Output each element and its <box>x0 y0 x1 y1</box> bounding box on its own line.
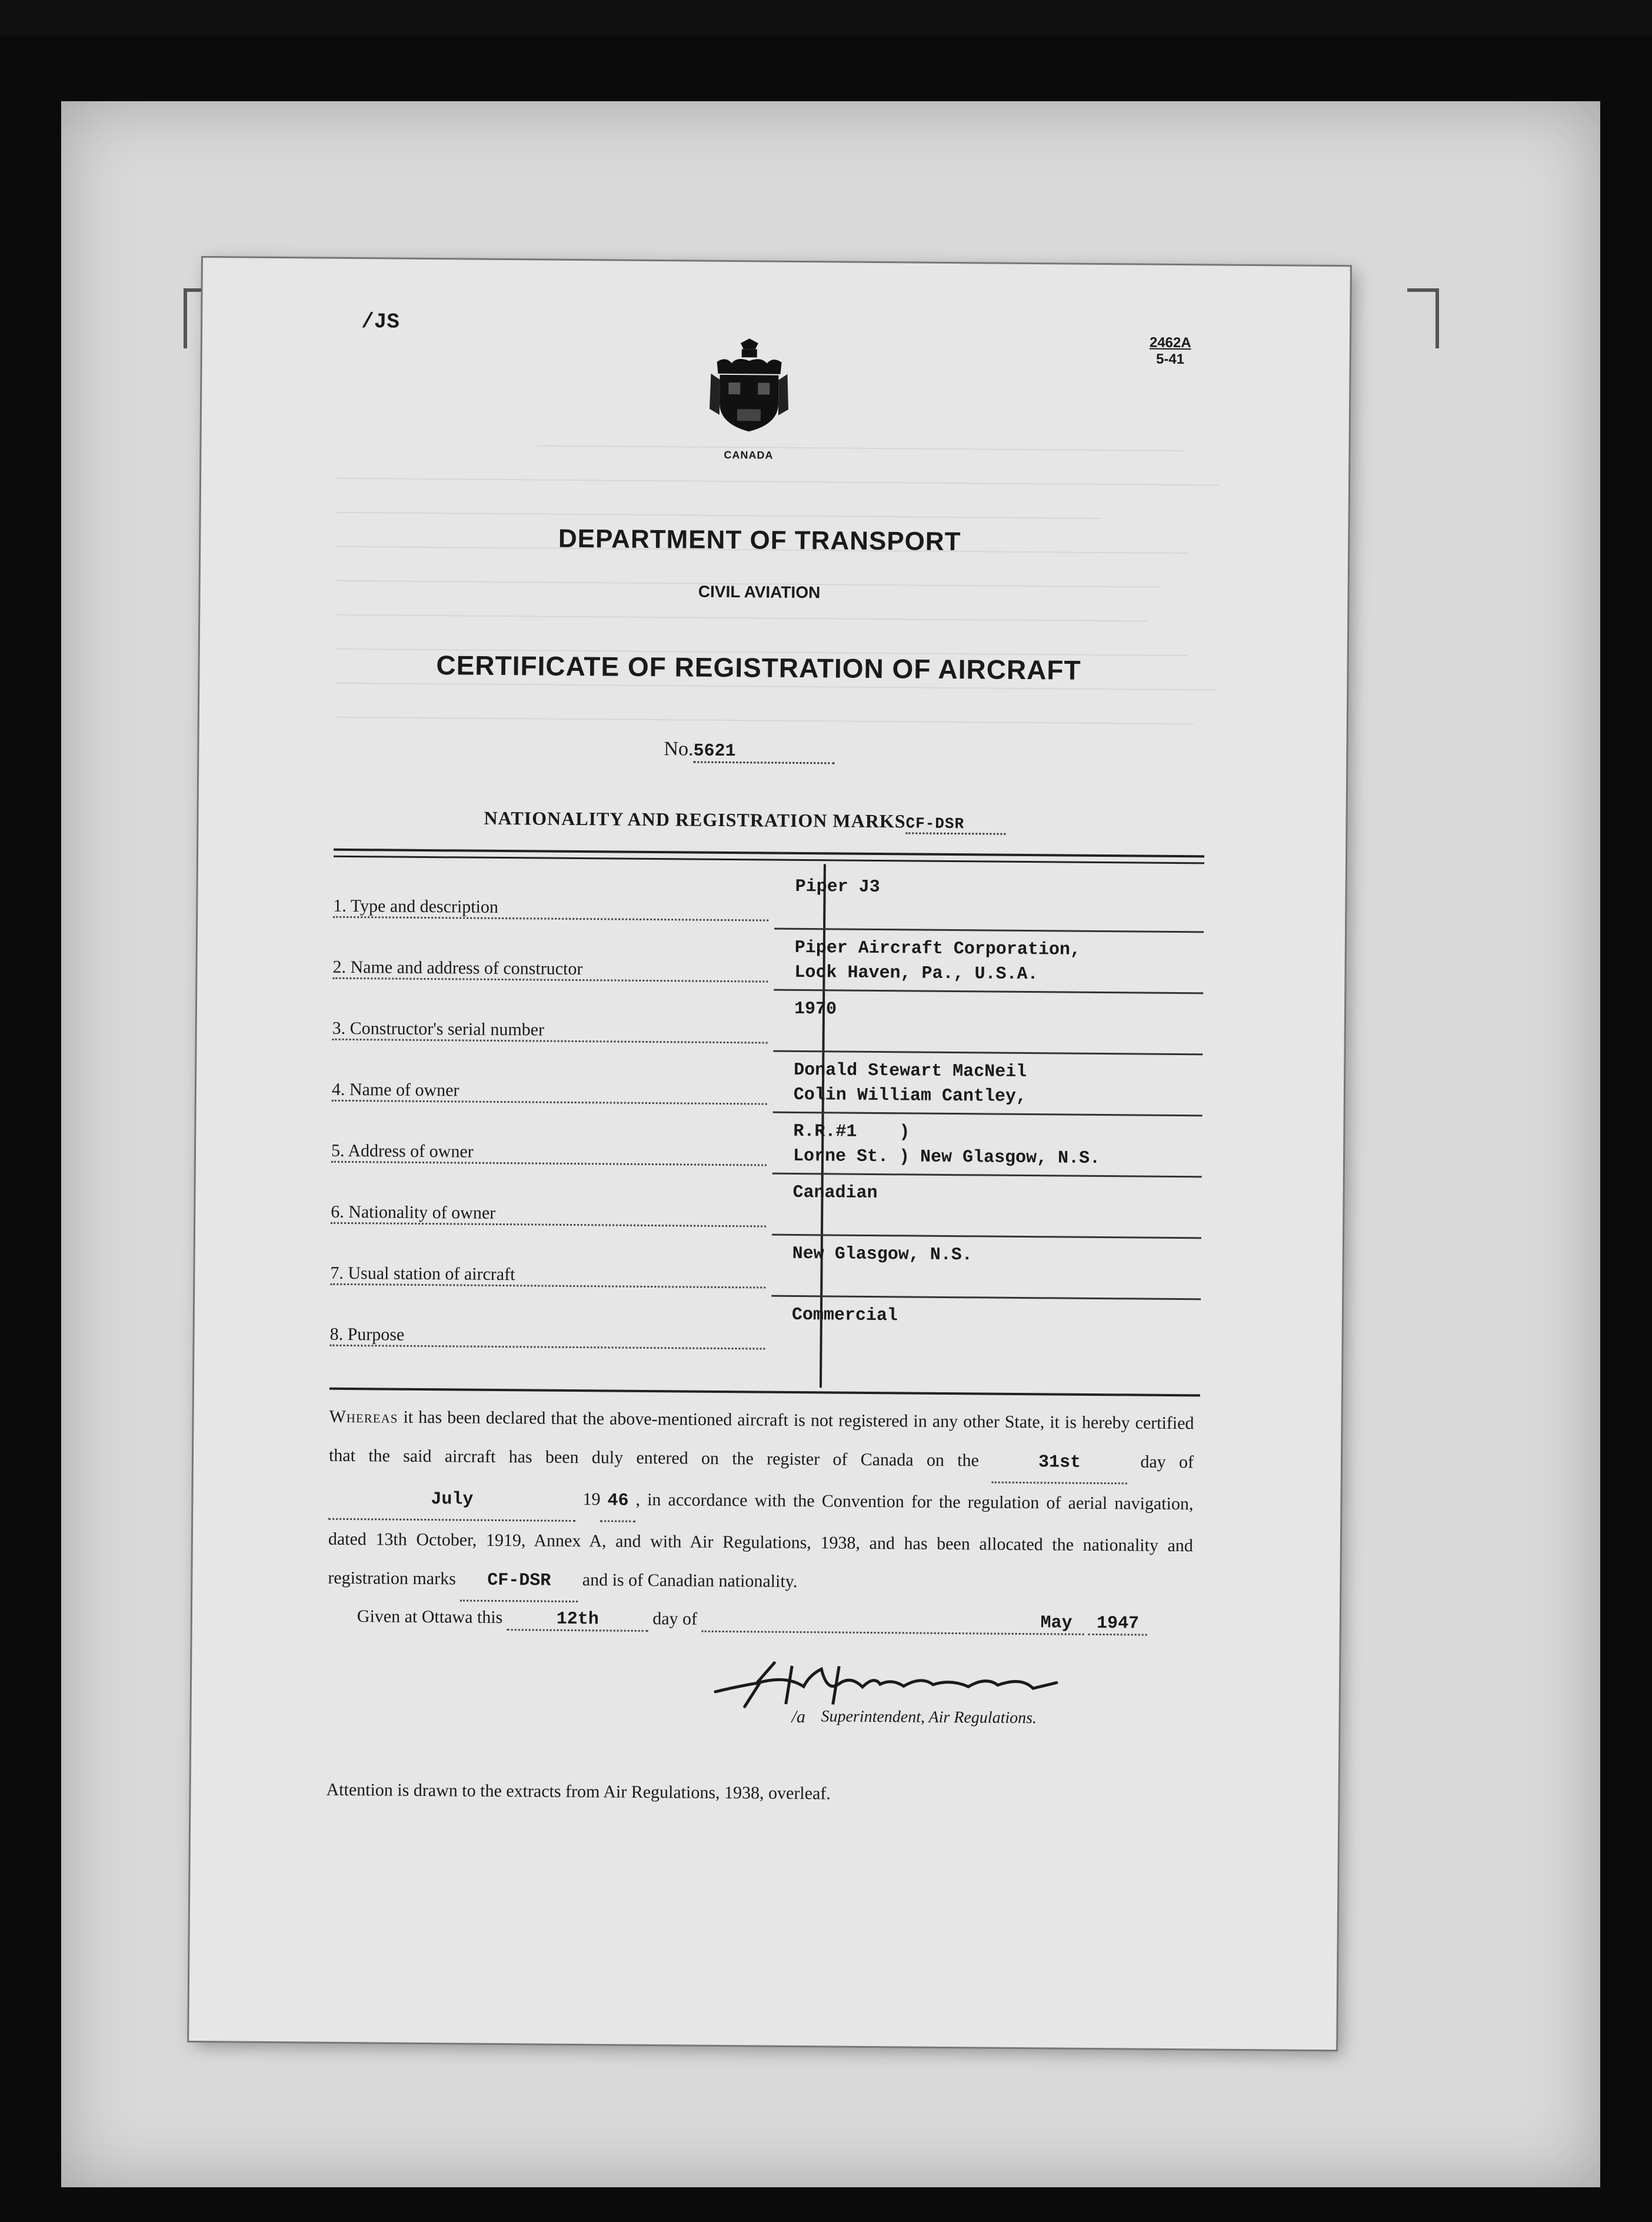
row-label: 3. Constructor's serial number <box>332 1019 768 1044</box>
file-reference: /JS <box>361 310 400 334</box>
declaration-text-3: , in accordance with the Convention for the regulation of aerial navigation, dated 13th October, 1919, Annex A, and with Air Regulations, 1938, and has been allocated the nationality and registration marks <box>328 1489 1194 1589</box>
signatory-title: Superintendent, Air Regulations. <box>821 1707 1037 1728</box>
per-mark: /a <box>791 1707 806 1727</box>
row-value: 1970 <box>794 999 837 1020</box>
certificate-number-line <box>664 738 834 764</box>
form-number <box>1150 335 1191 368</box>
declaration-text-2: day of <box>1140 1452 1194 1472</box>
registration-year-suffix: 46 <box>600 1481 636 1522</box>
attention-note: Attention is drawn to the extracts from Air Regulations, 1938, overleaf. <box>326 1779 831 1804</box>
row-label: 8. Purpose <box>329 1325 765 1350</box>
table-row <box>332 987 1203 1056</box>
table-row <box>332 1049 1203 1117</box>
form-sub-code: 5-41 <box>1155 351 1185 368</box>
allocated-marks: CF-DSR <box>460 1561 578 1603</box>
table-row <box>330 1232 1201 1300</box>
row-label: 5. Address of owner <box>331 1141 767 1166</box>
canada-crest-icon <box>705 338 794 433</box>
table-row <box>329 1293 1201 1362</box>
registration-marks-line <box>484 807 1005 835</box>
registration-month: July <box>328 1479 576 1522</box>
table-row <box>331 1110 1203 1178</box>
given-day-of: day of <box>652 1609 698 1629</box>
row-value: Donald Stewart MacNeil Colin William Cantley, <box>793 1060 1027 1107</box>
given-prefix: Given at Ottawa this <box>357 1606 503 1628</box>
department-heading: DEPARTMENT OF TRANSPORT <box>558 524 961 557</box>
film-strip-top <box>0 0 1652 35</box>
certificate-number-value: 5621 <box>693 741 834 764</box>
row-label: 2. Name and address of constructor <box>332 957 768 983</box>
registration-marks-label: NATIONALITY AND REGISTRATION MARKS <box>484 807 906 832</box>
table-row <box>332 926 1204 994</box>
row-label: 1. Type and description <box>333 896 768 922</box>
row-value: New Glasgow, N.S. <box>792 1243 972 1266</box>
table-top-rule-inner <box>334 856 1204 864</box>
division-heading: CIVIL AVIATION <box>698 582 821 602</box>
certificate-title: CERTIFICATE OF REGISTRATION OF AIRCRAFT <box>436 650 1081 686</box>
row-label: 4. Name of owner <box>332 1080 767 1105</box>
crest-caption: CANADA <box>724 448 774 461</box>
form-code: 2462A <box>1149 334 1191 351</box>
declaration-text-4: and is of Canadian nationality. <box>582 1570 798 1592</box>
declaration-whereas: Whereas <box>329 1406 398 1427</box>
registration-marks-value: CF-DSR <box>905 814 1005 834</box>
crop-mark-top-right <box>1407 288 1439 348</box>
row-value: R.R.#1 ) Lorne St. ) New Glasgow, N.S. <box>792 1121 1101 1169</box>
row-value: Commercial <box>791 1305 898 1326</box>
registration-details-table <box>329 865 1204 1345</box>
table-row <box>333 865 1204 933</box>
row-label: 6. Nationality of owner <box>331 1202 766 1228</box>
certificate-number-label: No. <box>664 738 694 760</box>
table-bottom-rule <box>329 1388 1200 1397</box>
registration-year-prefix: 19 <box>582 1489 601 1509</box>
row-value: Piper J3 <box>795 876 880 898</box>
declaration-text-1: it has been declared that the above-mentioned aircraft is not registered in any other State, it is hereby certified that the said aircraft has been duly entered on the register of Canada on the <box>328 1407 1194 1471</box>
table-row <box>331 1171 1202 1239</box>
registration-day: 31st <box>992 1443 1128 1485</box>
declaration-paragraph <box>328 1398 1194 1608</box>
given-month: May <box>701 1611 1084 1635</box>
given-day: 12th <box>507 1609 648 1632</box>
row-value: Piper Aircraft Corporation, Lock Haven, Pa., U.S.A. <box>794 937 1081 985</box>
given-year: 1947 <box>1088 1614 1147 1636</box>
row-label: 7. Usual station of aircraft <box>330 1263 765 1289</box>
given-line <box>357 1606 1148 1636</box>
row-value: Canadian <box>792 1182 878 1204</box>
certificate-document <box>189 258 1350 2050</box>
